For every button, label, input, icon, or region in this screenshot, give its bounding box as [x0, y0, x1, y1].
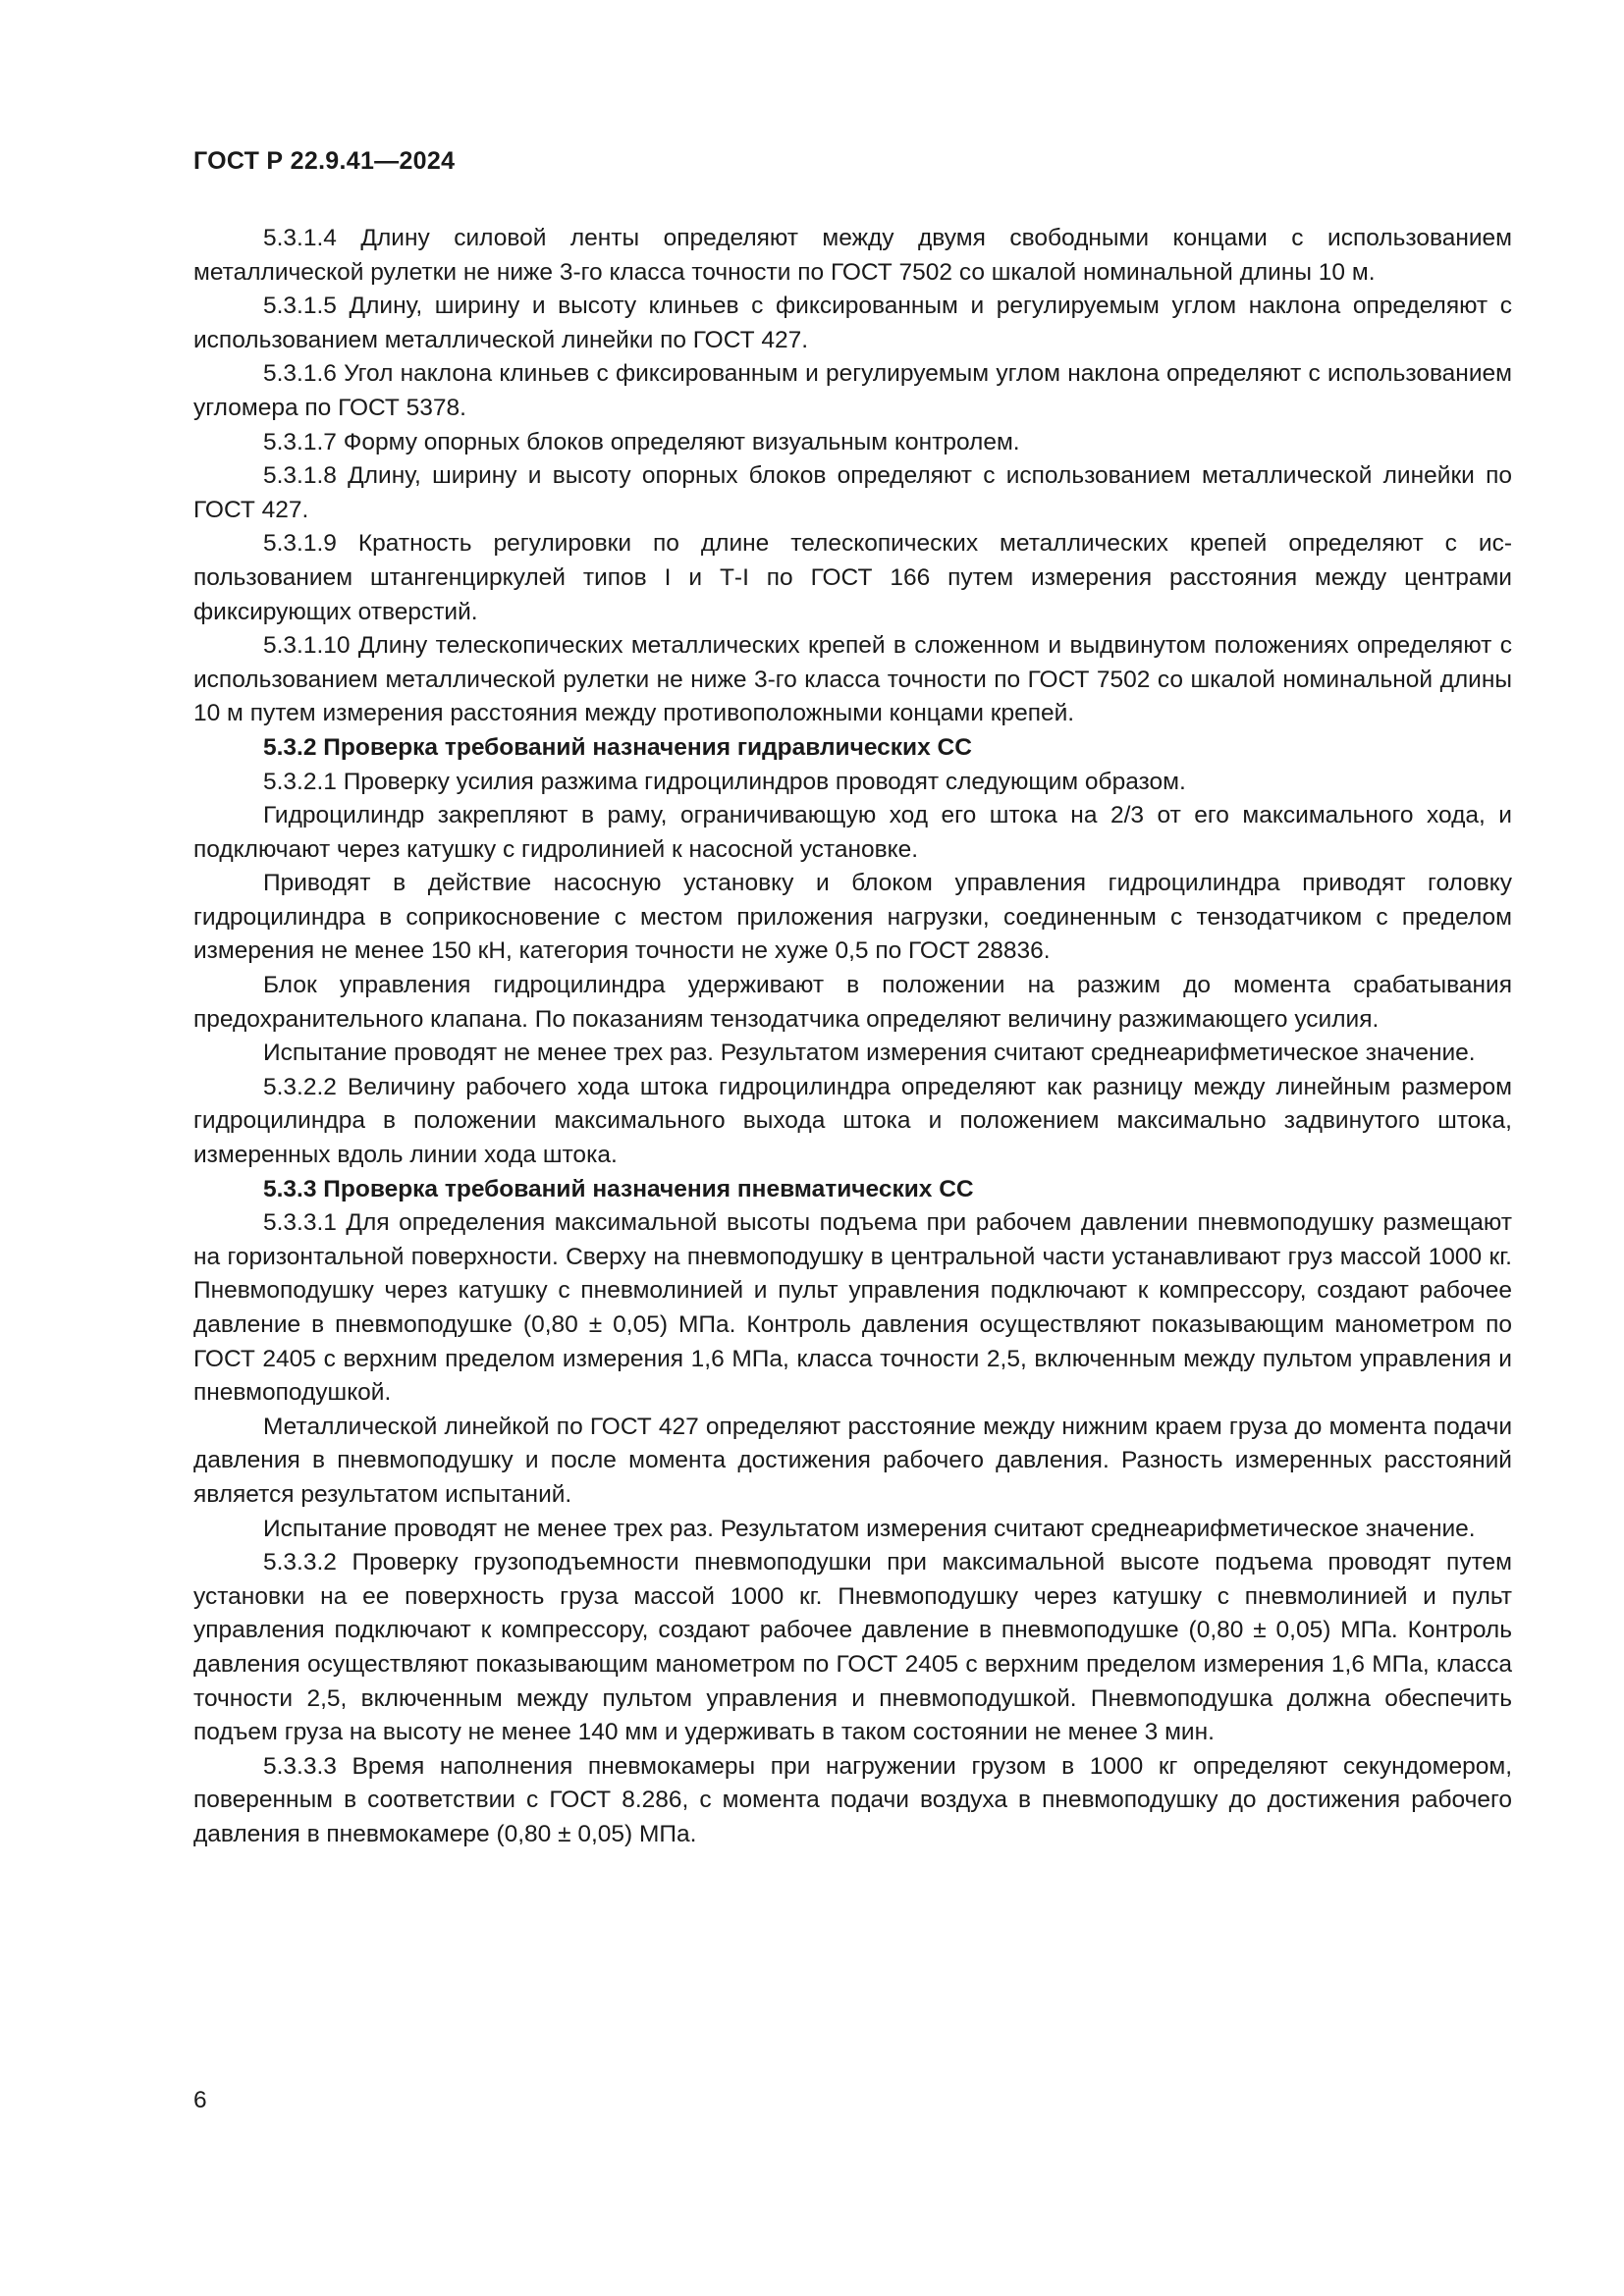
body-paragraph: 5.3.3.2 Проверку грузоподъемности пневмоподушки при максимальной высоте подъема проводят путем установки на ее поверхность груза массой 1000 кг. Пневмоподушку через катушку с пневмолинией и пульт управления подключают к компрессору, создают рабочее давление в пневмоподушке (0,80 ± 0,05) МПа. Контроль давления осуществляют показывающим манометром по ГОСТ 2405 с верхним пределом измерения 1,6 МПа, класса точности 2,5, включенным между пультом управления и пневмоподушкой. Пневмоподушка должна обеспечить подъем груза на высоту не менее 140 мм и удерживать в таком состоянии не менее 3 мин. — [193, 1549, 1512, 1746]
body-paragraph: Металлической линейкой по ГОСТ 427 определяют расстояние между нижним краем груза до момента подачи давления в пневмоподушку и после момента достижения рабочего давления. Разность измеренных расстояний является результатом испытаний. — [193, 1413, 1512, 1508]
body-paragraph: Испытание проводят не менее трех раз. Результатом измерения считают среднеарифметическое значение. — [263, 1040, 1476, 1067]
section-heading: 5.3.2 Проверка требований назначения гидравлических СС — [263, 733, 972, 761]
body-paragraph: 5.3.2.2 Величину рабочего хода штока гидроцилиндра определяют как разницу между линейным размером гидроцилиндра в положении максимального выхода штока и положением максимально задвинутого штока, измеренных вдоль линии хода штока. — [193, 1073, 1512, 1169]
body-paragraph: Гидроцилиндр закрепляют в раму, ограничивающую ход его штока на 2/3 от его максимального хода, и подключают через катушку с гидролинией к насосной установке. — [193, 802, 1512, 863]
body-paragraph: 5.3.3.3 Время наполнения пневмокамеры при нагружении грузом в 1000 кг определяют секундомером, поверенным в соответствии с ГОСТ 8.286, с момента подачи воздуха в пневмоподушку до достижения рабочего давления в пневмокамере (0,80 ± 0,05) МПа. — [193, 1752, 1512, 1847]
body-paragraph: 5.3.1.10 Длину телескопических металлических крепей в сложенном и выдвинутом положениях определяют с использованием металлической рулетки не ниже 3-го класса точности по ГОСТ 7502 со шкалой номинальной длины 10 м путем измерения расстояния между противоположными концами крепей. — [193, 632, 1512, 727]
document-header-code: ГОСТ Р 22.9.41—2024 — [193, 147, 456, 175]
document-body — [193, 222, 1512, 1852]
body-paragraph: Блок управления гидроцилиндра удерживают в положении на разжим до момента срабатывания предохранительного клапана. По показаниям тензодатчика определяют величину разжимающего усилия. — [193, 972, 1512, 1033]
body-paragraph: 5.3.1.9 Кратность регулировки по длине телескопических металлических крепей определяют с использованием штангенциркулей типов I и Т-I по ГОСТ 166 путем измерения расстояния между центрами фиксирующих отверстий. — [193, 530, 1512, 625]
body-paragraph: 5.3.2.1 Проверку усилия разжима гидроцилиндров проводят следующим образом. — [263, 768, 1186, 795]
body-paragraph: 5.3.1.5 Длину, ширину и высоту клиньев с фиксированным и регулируемым углом наклона определяют с использованием металлической линейки по ГОСТ 427. — [193, 293, 1512, 353]
body-paragraph: 5.3.1.8 Длину, ширину и высоту опорных блоков определяют с использованием металлической линейки по ГОСТ 427. — [193, 462, 1512, 523]
page-number: 6 — [193, 2087, 207, 2113]
body-paragraph: Приводят в действие насосную установку и блоком управления гидроцилиндра приводят головку гидроцилиндра в соприкосновение с местом приложения нагрузки, соединенным с тензодатчиком с пределом измерения не менее 150 кН, категория точности не хуже 0,5 по ГОСТ 28836. — [193, 870, 1512, 965]
body-paragraph: 5.3.3.1 Для определения максимальной высоты подъема при рабочем давлении пневмоподушку размещают на горизонтальной поверхности. Сверху на пневмоподушку в центральной части устанавливают груз массой 1000 кг. Пневмоподушку через катушку с пневмолинией и пульт управления подключают к компрессору, создают рабочее давление в пневмоподушке (0,80 ± 0,05) МПа. Контроль давления осуществляют показывающим манометром по ГОСТ 2405 с верхним пределом измерения 1,6 МПа, класса точности 2,5, включенным между пультом управления и пневмоподушкой. — [193, 1209, 1512, 1407]
body-paragraph: 5.3.1.7 Форму опорных блоков определяют визуальным контролем. — [263, 428, 1020, 455]
body-paragraph: 5.3.1.6 Угол наклона клиньев с фиксированным и регулируемым углом наклона определяют с использованием угломера по ГОСТ 5378. — [193, 360, 1512, 421]
body-paragraph: Испытание проводят не менее трех раз. Результатом измерения считают среднеарифметическое значение. — [263, 1515, 1476, 1542]
body-paragraph: 5.3.1.4 Длину силовой ленты определяют между двумя свободными концами с использованием металлической рулетки не ниже 3-го класса точности по ГОСТ 7502 со шкалой номинальной длины 10 м. — [193, 225, 1512, 286]
section-heading: 5.3.3 Проверка требований назначения пневматических СС — [263, 1175, 974, 1202]
